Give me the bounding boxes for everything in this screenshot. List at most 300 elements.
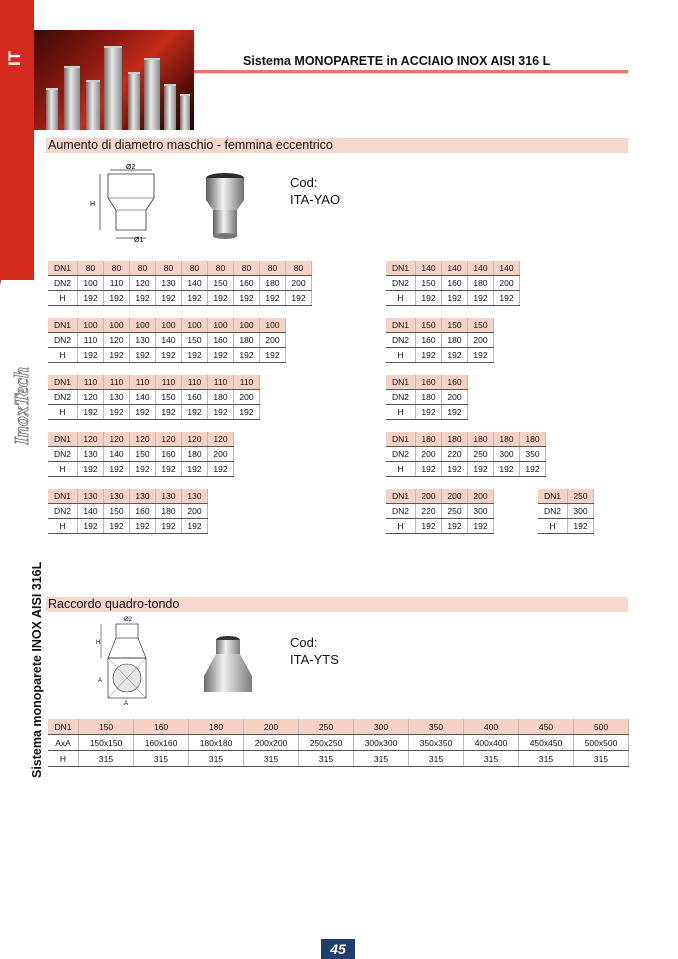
- inoxtech-logo: [8, 345, 34, 445]
- table-cell: 200: [208, 447, 234, 462]
- table-cell: 80: [130, 261, 156, 276]
- table-cell: 192: [130, 405, 156, 420]
- table-cell: 200: [416, 447, 442, 462]
- table-cell: 192: [234, 291, 260, 306]
- table-row: [48, 504, 208, 519]
- table-cell: 192: [468, 348, 494, 363]
- table-cell: 110: [130, 375, 156, 390]
- table-cell: 100: [78, 318, 104, 333]
- row-header-cell: DN1: [48, 375, 78, 390]
- row-header-cell: H: [386, 462, 416, 477]
- table-cell: 192: [416, 462, 442, 477]
- table-cell: 120: [182, 432, 208, 447]
- row-header-cell: H: [538, 519, 568, 534]
- table-cell: 160: [130, 504, 156, 519]
- table-cell: 192: [260, 348, 286, 363]
- table-row: [386, 432, 546, 447]
- table-cell: 250: [299, 719, 354, 735]
- table-row: [386, 375, 468, 390]
- table-cell: 192: [156, 291, 182, 306]
- row-header-cell: DN1: [386, 375, 416, 390]
- row-header-cell: DN2: [48, 390, 78, 405]
- table-cell: 315: [464, 751, 519, 767]
- table-cell: 192: [104, 291, 130, 306]
- table-cell: 192: [260, 291, 286, 306]
- table-cell: 180x180: [189, 735, 244, 751]
- table-cell: 220: [442, 447, 468, 462]
- table-cell: 100: [78, 276, 104, 291]
- table-cell: 350: [409, 719, 464, 735]
- table-row: [386, 348, 494, 363]
- table-row: [48, 447, 234, 462]
- table-cell: 160: [234, 276, 260, 291]
- row-header-cell: DN2: [386, 447, 416, 462]
- table-cell: 130: [104, 489, 130, 504]
- table-cell: 180: [156, 504, 182, 519]
- table-cell: 192: [468, 291, 494, 306]
- svg-text:Ø1: Ø1: [134, 237, 144, 244]
- table-cell: 150: [130, 447, 156, 462]
- page-title: Sistema MONOPARETE in ACCIAIO INOX AISI 316 L: [243, 54, 551, 68]
- table-cell: 110: [156, 375, 182, 390]
- table-cell: 192: [182, 291, 208, 306]
- table-cell: 130: [104, 390, 130, 405]
- spec-table-dn1-200: [386, 489, 494, 534]
- side-title: Sistema monoparete INOX AISI 316L: [30, 561, 44, 778]
- table-cell: 315: [299, 751, 354, 767]
- table-cell: 140: [182, 276, 208, 291]
- row-header-cell: H: [48, 462, 78, 477]
- table-cell: 110: [182, 375, 208, 390]
- table-cell: 120: [104, 333, 130, 348]
- table-row: [48, 318, 286, 333]
- table-cell: 150: [442, 318, 468, 333]
- row-header-cell: DN2: [386, 390, 416, 405]
- table-cell: 80: [286, 261, 312, 276]
- table-cell: 180: [182, 447, 208, 462]
- table-cell: 80: [78, 261, 104, 276]
- table-cell: 160: [416, 375, 442, 390]
- table-cell: 200: [286, 276, 312, 291]
- table-cell: 150: [156, 390, 182, 405]
- table-cell: 200x200: [244, 735, 299, 751]
- table-cell: 130: [156, 489, 182, 504]
- table-cell: 192: [286, 291, 312, 306]
- spec-table-dn1-140: [386, 261, 520, 306]
- table-cell: 100: [260, 318, 286, 333]
- header-product-image: [34, 30, 194, 130]
- table-cell: 450x450: [519, 735, 574, 751]
- table-cell: 300: [568, 504, 594, 519]
- table-cell: 250: [568, 489, 594, 504]
- table-cell: 160: [442, 375, 468, 390]
- row-header-cell: DN1: [386, 489, 416, 504]
- table-cell: 192: [78, 462, 104, 477]
- table-cell: 160: [416, 333, 442, 348]
- spec-table-dn1-150: [386, 318, 494, 363]
- table-cell: 80: [234, 261, 260, 276]
- table-row: [386, 333, 494, 348]
- table-cell: 200: [416, 489, 442, 504]
- product-code-yts: [290, 634, 339, 668]
- table-cell: 250x250: [299, 735, 354, 751]
- row-header-cell: DN2: [48, 504, 78, 519]
- table-row: [48, 276, 312, 291]
- table-cell: 400: [464, 719, 519, 735]
- table-cell: 192: [568, 519, 594, 534]
- row-header-cell: DN2: [48, 447, 78, 462]
- table-cell: 140: [104, 447, 130, 462]
- table-cell: 192: [78, 405, 104, 420]
- table-cell: 100: [208, 318, 234, 333]
- table-cell: 160: [134, 719, 189, 735]
- table-cell: 192: [208, 291, 234, 306]
- table-cell: 140: [494, 261, 520, 276]
- table-cell: 120: [130, 276, 156, 291]
- spec-table-dn1-120: [48, 432, 234, 477]
- table-cell: 160: [156, 447, 182, 462]
- table-row: [386, 462, 546, 477]
- table-cell: 192: [416, 291, 442, 306]
- table-row: [48, 261, 312, 276]
- table-cell: 120: [104, 432, 130, 447]
- title-rule-light: [194, 73, 628, 74]
- row-header-cell: DN2: [48, 276, 78, 291]
- table-cell: 192: [104, 405, 130, 420]
- table-cell: 250: [468, 447, 494, 462]
- table-cell: 200: [260, 333, 286, 348]
- spec-table-dn1-100: [48, 318, 286, 363]
- table-cell: 150: [208, 276, 234, 291]
- table-cell: 160: [442, 276, 468, 291]
- table-cell: 192: [416, 405, 442, 420]
- table-row: [538, 519, 594, 534]
- table-row: [48, 751, 629, 767]
- table-cell: 300: [494, 447, 520, 462]
- table-cell: 160: [208, 333, 234, 348]
- table-cell: 150: [468, 318, 494, 333]
- table-cell: 192: [156, 462, 182, 477]
- table-row: [48, 462, 234, 477]
- table-row: [386, 405, 468, 420]
- table-row: [386, 276, 520, 291]
- table-cell: 192: [208, 348, 234, 363]
- table-row: [386, 390, 468, 405]
- table-cell: 192: [130, 519, 156, 534]
- row-header-cell: DN1: [386, 432, 416, 447]
- row-header-cell: DN1: [48, 719, 79, 735]
- table-cell: 80: [104, 261, 130, 276]
- section-title-eccentric: Aumento di diametro maschio - femmina eccentrico: [46, 138, 628, 153]
- eccentric-reducer-photo: [203, 172, 247, 240]
- table-cell: 192: [416, 519, 442, 534]
- svg-text:H: H: [96, 640, 101, 646]
- row-header-cell: DN2: [386, 504, 416, 519]
- table-row: [48, 333, 286, 348]
- table-cell: 100: [156, 318, 182, 333]
- page-number: 45: [321, 939, 355, 959]
- table-cell: 192: [78, 291, 104, 306]
- table-cell: 180: [468, 432, 494, 447]
- table-row: [386, 489, 494, 504]
- row-header-cell: H: [386, 519, 416, 534]
- table-cell: 180: [442, 333, 468, 348]
- table-cell: 192: [442, 519, 468, 534]
- table-cell: 200: [468, 489, 494, 504]
- table-cell: 200: [468, 333, 494, 348]
- table-cell: 100: [104, 318, 130, 333]
- table-cell: 192: [234, 405, 260, 420]
- row-header-cell: H: [48, 348, 78, 363]
- cod-label: Cod:: [290, 635, 318, 650]
- table-cell: 150: [104, 504, 130, 519]
- table-cell: 300: [354, 719, 409, 735]
- table-cell: 192: [182, 462, 208, 477]
- table-row: [48, 719, 629, 735]
- row-header-cell: H: [48, 291, 78, 306]
- table-row: [538, 489, 594, 504]
- table-cell: 140: [468, 261, 494, 276]
- table-cell: 110: [208, 375, 234, 390]
- row-header-cell: DN2: [386, 276, 416, 291]
- table-cell: 140: [416, 261, 442, 276]
- table-cell: 315: [409, 751, 464, 767]
- row-header-cell: DN1: [48, 489, 78, 504]
- table-cell: 315: [244, 751, 299, 767]
- table-cell: 192: [442, 405, 468, 420]
- table-cell: 192: [130, 348, 156, 363]
- table-cell: 180: [442, 432, 468, 447]
- table-row: [538, 504, 594, 519]
- table-cell: 180: [416, 390, 442, 405]
- spec-table-dn1-130: [48, 489, 208, 534]
- row-header-cell: H: [48, 751, 79, 767]
- row-header-cell: DN2: [48, 333, 78, 348]
- table-cell: 192: [182, 348, 208, 363]
- table-cell: 300: [468, 504, 494, 519]
- table-cell: 200: [442, 489, 468, 504]
- table-row: [48, 375, 260, 390]
- table-cell: 120: [78, 432, 104, 447]
- svg-text:A: A: [124, 701, 129, 706]
- row-header-cell: H: [48, 519, 78, 534]
- table-cell: 140: [78, 504, 104, 519]
- table-cell: 200: [244, 719, 299, 735]
- table-cell: 160: [182, 390, 208, 405]
- table-cell: 192: [156, 348, 182, 363]
- table-cell: 192: [104, 348, 130, 363]
- table-row: [48, 489, 208, 504]
- table-cell: 180: [520, 432, 546, 447]
- table-cell: 150: [79, 719, 134, 735]
- table-cell: 315: [354, 751, 409, 767]
- row-header-cell: H: [386, 291, 416, 306]
- table-cell: 192: [442, 291, 468, 306]
- table-row: [386, 504, 494, 519]
- table-cell: 192: [494, 291, 520, 306]
- svg-text:Ø2: Ø2: [124, 617, 133, 623]
- table-cell: 192: [416, 348, 442, 363]
- table-cell: 140: [442, 261, 468, 276]
- spec-table-square-round: [48, 719, 629, 767]
- table-cell: 315: [574, 751, 629, 767]
- table-cell: 140: [156, 333, 182, 348]
- table-cell: 130: [130, 489, 156, 504]
- svg-text:A: A: [98, 678, 103, 684]
- table-cell: 150: [416, 276, 442, 291]
- table-cell: 192: [156, 405, 182, 420]
- table-row: [48, 291, 312, 306]
- table-row: [386, 318, 494, 333]
- product-code-yao: [290, 174, 340, 208]
- row-header-cell: H: [48, 405, 78, 420]
- table-cell: 180: [416, 432, 442, 447]
- table-row: [48, 390, 260, 405]
- table-cell: 192: [182, 519, 208, 534]
- square-round-photo: [202, 634, 254, 694]
- table-cell: 192: [104, 462, 130, 477]
- table-cell: 180: [234, 333, 260, 348]
- language-code: IT: [5, 50, 24, 66]
- table-cell: 130: [78, 447, 104, 462]
- table-cell: 150: [182, 333, 208, 348]
- row-header-cell: DN1: [538, 489, 568, 504]
- cod-label: Cod:: [290, 175, 318, 190]
- table-cell: 350: [520, 447, 546, 462]
- table-cell: 400x400: [464, 735, 519, 751]
- row-header-cell: H: [386, 348, 416, 363]
- square-round-diagram: [94, 614, 156, 706]
- table-cell: 130: [156, 276, 182, 291]
- table-cell: 192: [104, 519, 130, 534]
- table-cell: 192: [494, 462, 520, 477]
- table-cell: 120: [156, 432, 182, 447]
- table-cell: 160x160: [134, 735, 189, 751]
- table-cell: 110: [104, 276, 130, 291]
- table-cell: 110: [234, 375, 260, 390]
- table-cell: 315: [79, 751, 134, 767]
- row-header-cell: H: [386, 405, 416, 420]
- row-header-cell: DN1: [48, 318, 78, 333]
- row-header-cell: DN1: [48, 432, 78, 447]
- table-cell: 192: [520, 462, 546, 477]
- table-cell: 192: [78, 348, 104, 363]
- row-header-cell: DN1: [386, 261, 416, 276]
- table-cell: 192: [442, 462, 468, 477]
- table-row: [48, 348, 286, 363]
- table-cell: 192: [130, 291, 156, 306]
- spec-table-dn1-110: [48, 375, 260, 420]
- table-cell: 150x150: [79, 735, 134, 751]
- table-cell: 192: [182, 405, 208, 420]
- table-cell: 80: [156, 261, 182, 276]
- row-header-cell: DN1: [386, 318, 416, 333]
- table-cell: 180: [494, 432, 520, 447]
- table-cell: 220: [416, 504, 442, 519]
- table-cell: 180: [208, 390, 234, 405]
- table-cell: 192: [468, 519, 494, 534]
- svg-text:InoxTech: InoxTech: [11, 366, 33, 445]
- eccentric-reducer-diagram: [88, 164, 166, 244]
- table-cell: 350x350: [409, 735, 464, 751]
- table-cell: 130: [78, 489, 104, 504]
- table-cell: 100: [182, 318, 208, 333]
- table-cell: 250: [442, 504, 468, 519]
- table-cell: 200: [234, 390, 260, 405]
- row-header-cell: DN2: [538, 504, 568, 519]
- row-header-cell: DN1: [48, 261, 78, 276]
- table-cell: 110: [78, 375, 104, 390]
- table-cell: 180: [189, 719, 244, 735]
- table-row: [48, 432, 234, 447]
- table-row: [48, 735, 629, 751]
- table-cell: 200: [494, 276, 520, 291]
- table-cell: 120: [208, 432, 234, 447]
- table-cell: 110: [104, 375, 130, 390]
- table-cell: 200: [182, 504, 208, 519]
- table-cell: 315: [134, 751, 189, 767]
- table-cell: 200: [442, 390, 468, 405]
- table-cell: 300x300: [354, 735, 409, 751]
- table-cell: 180: [468, 276, 494, 291]
- table-row: [386, 261, 520, 276]
- table-cell: 192: [208, 405, 234, 420]
- cod-value: ITA-YTS: [290, 652, 339, 667]
- table-cell: 130: [130, 333, 156, 348]
- spec-table-dn1-250: [538, 489, 594, 534]
- table-cell: 80: [260, 261, 286, 276]
- table-cell: 192: [442, 348, 468, 363]
- table-cell: 150: [416, 318, 442, 333]
- table-row: [386, 291, 520, 306]
- table-cell: 100: [130, 318, 156, 333]
- table-cell: 120: [130, 432, 156, 447]
- table-cell: 500x500: [574, 735, 629, 751]
- table-cell: 315: [189, 751, 244, 767]
- table-cell: 80: [182, 261, 208, 276]
- table-cell: 110: [78, 333, 104, 348]
- table-row: [386, 519, 494, 534]
- table-cell: 192: [468, 462, 494, 477]
- table-row: [48, 519, 208, 534]
- spec-table-dn1-160: [386, 375, 468, 420]
- table-cell: 192: [156, 519, 182, 534]
- table-cell: 80: [208, 261, 234, 276]
- table-cell: 315: [519, 751, 574, 767]
- svg-text:Ø2: Ø2: [126, 164, 136, 171]
- cod-value: ITA-YAO: [290, 192, 341, 207]
- table-cell: 450: [519, 719, 574, 735]
- table-cell: 180: [260, 276, 286, 291]
- table-cell: 500: [574, 719, 629, 735]
- svg-text:H: H: [90, 201, 96, 208]
- table-cell: 192: [130, 462, 156, 477]
- table-row: [48, 405, 260, 420]
- row-header-cell: DN2: [386, 333, 416, 348]
- spec-table-dn1-80: [48, 261, 312, 306]
- spec-table-dn1-180: [386, 432, 546, 477]
- table-row: [386, 447, 546, 462]
- table-cell: 130: [182, 489, 208, 504]
- table-cell: 100: [234, 318, 260, 333]
- table-cell: 192: [78, 519, 104, 534]
- table-cell: 140: [130, 390, 156, 405]
- table-cell: 192: [234, 348, 260, 363]
- row-header-cell: AxA: [48, 735, 79, 751]
- table-cell: 192: [208, 462, 234, 477]
- section-title-square-round: Raccordo quadro-tondo: [46, 597, 628, 612]
- table-cell: 120: [78, 390, 104, 405]
